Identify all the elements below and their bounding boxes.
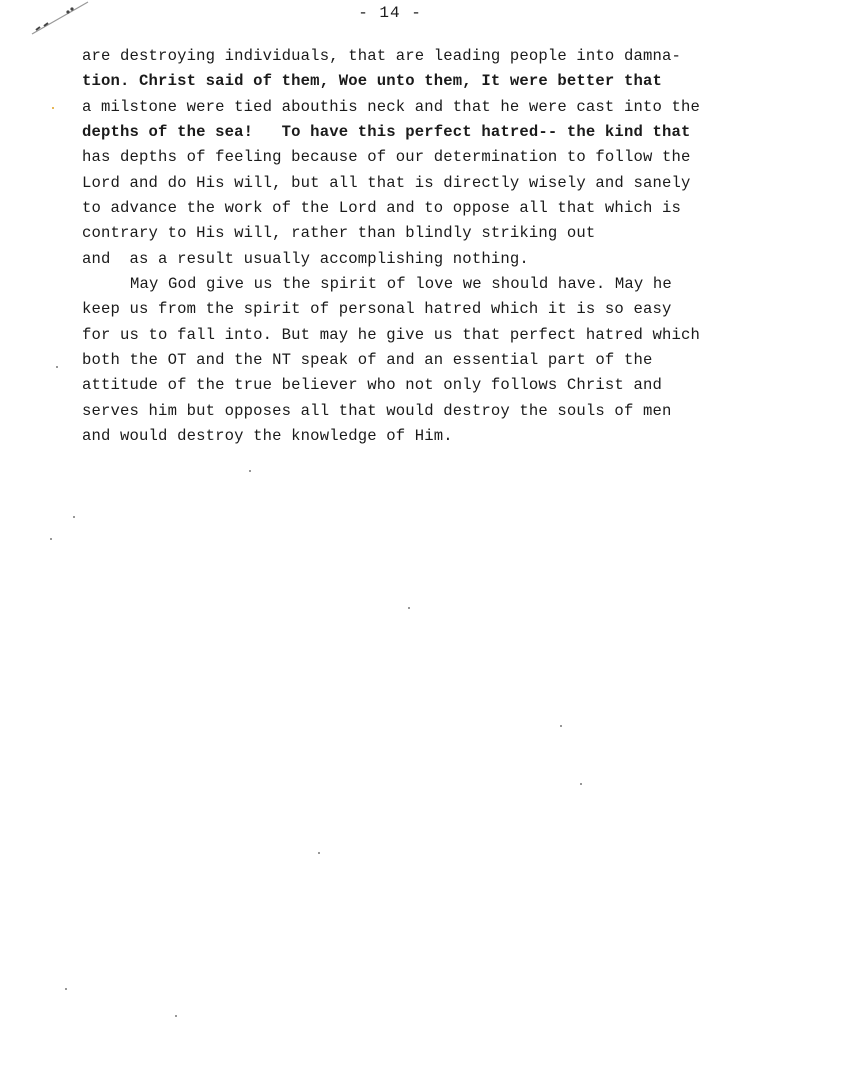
paper-speck: [175, 1015, 177, 1017]
paragraph-1-line-1: are destroying individuals, that are leading people into damna-: [82, 47, 681, 65]
paragraph-2-line-4: both the OT and the NT speak of and an essential part of the: [82, 351, 653, 370]
paragraph-2-line-6: serves him but opposes all that would destroy the souls of men: [82, 401, 672, 420]
paper-speck: [50, 538, 52, 540]
paragraph-1-line-6: Lord and do His will, but all that is directly wisely and sanely: [82, 173, 691, 192]
paragraph-1-line-8: contrary to His will, rather than blindly striking out: [82, 224, 596, 243]
paper-speck: [73, 516, 75, 518]
paper-speck: [249, 470, 251, 472]
paragraph-1-line-4: depths of the sea! To have this perfect hatred-- the kind that: [82, 123, 691, 142]
paper-speck: [318, 852, 320, 854]
paragraph-2-line-1: May God give us the spirit of love we should have. May he: [130, 275, 672, 294]
paragraph-2-line-3: for us to fall into. But may he give us that perfect hatred which: [82, 325, 701, 344]
paragraph-2-line-2: keep us from the spirit of personal hatred which it is so easy: [82, 300, 672, 319]
body-text: [82, 44, 782, 450]
margin-mark: [56, 366, 58, 368]
paragraph-1-line-9: and as a result usually accomplishing nothing.: [82, 249, 529, 268]
paragraph-1-line-2: tion. Christ said of them, Woe unto them, It were better that: [82, 72, 662, 91]
paper-speck: [408, 607, 410, 609]
paragraph-1-line-7: to advance the work of the Lord and to oppose all that which is: [82, 199, 681, 218]
paper-speck: [560, 725, 562, 727]
paragraph-2-line-5: attitude of the true believer who not only follows Christ and: [82, 376, 662, 395]
margin-mark: [52, 107, 54, 109]
page-number: - 14 -: [358, 4, 422, 22]
paragraph-2-line-7: and would destroy the knowledge of Him.: [82, 427, 453, 446]
paragraph-1-line-5: has depths of feeling because of our determination to follow the: [82, 148, 691, 167]
paper-speck: [580, 783, 582, 785]
paper-speck: [65, 988, 67, 990]
paragraph-1-line-3: a milstone were tied abouthis neck and that he were cast into the: [82, 97, 701, 116]
